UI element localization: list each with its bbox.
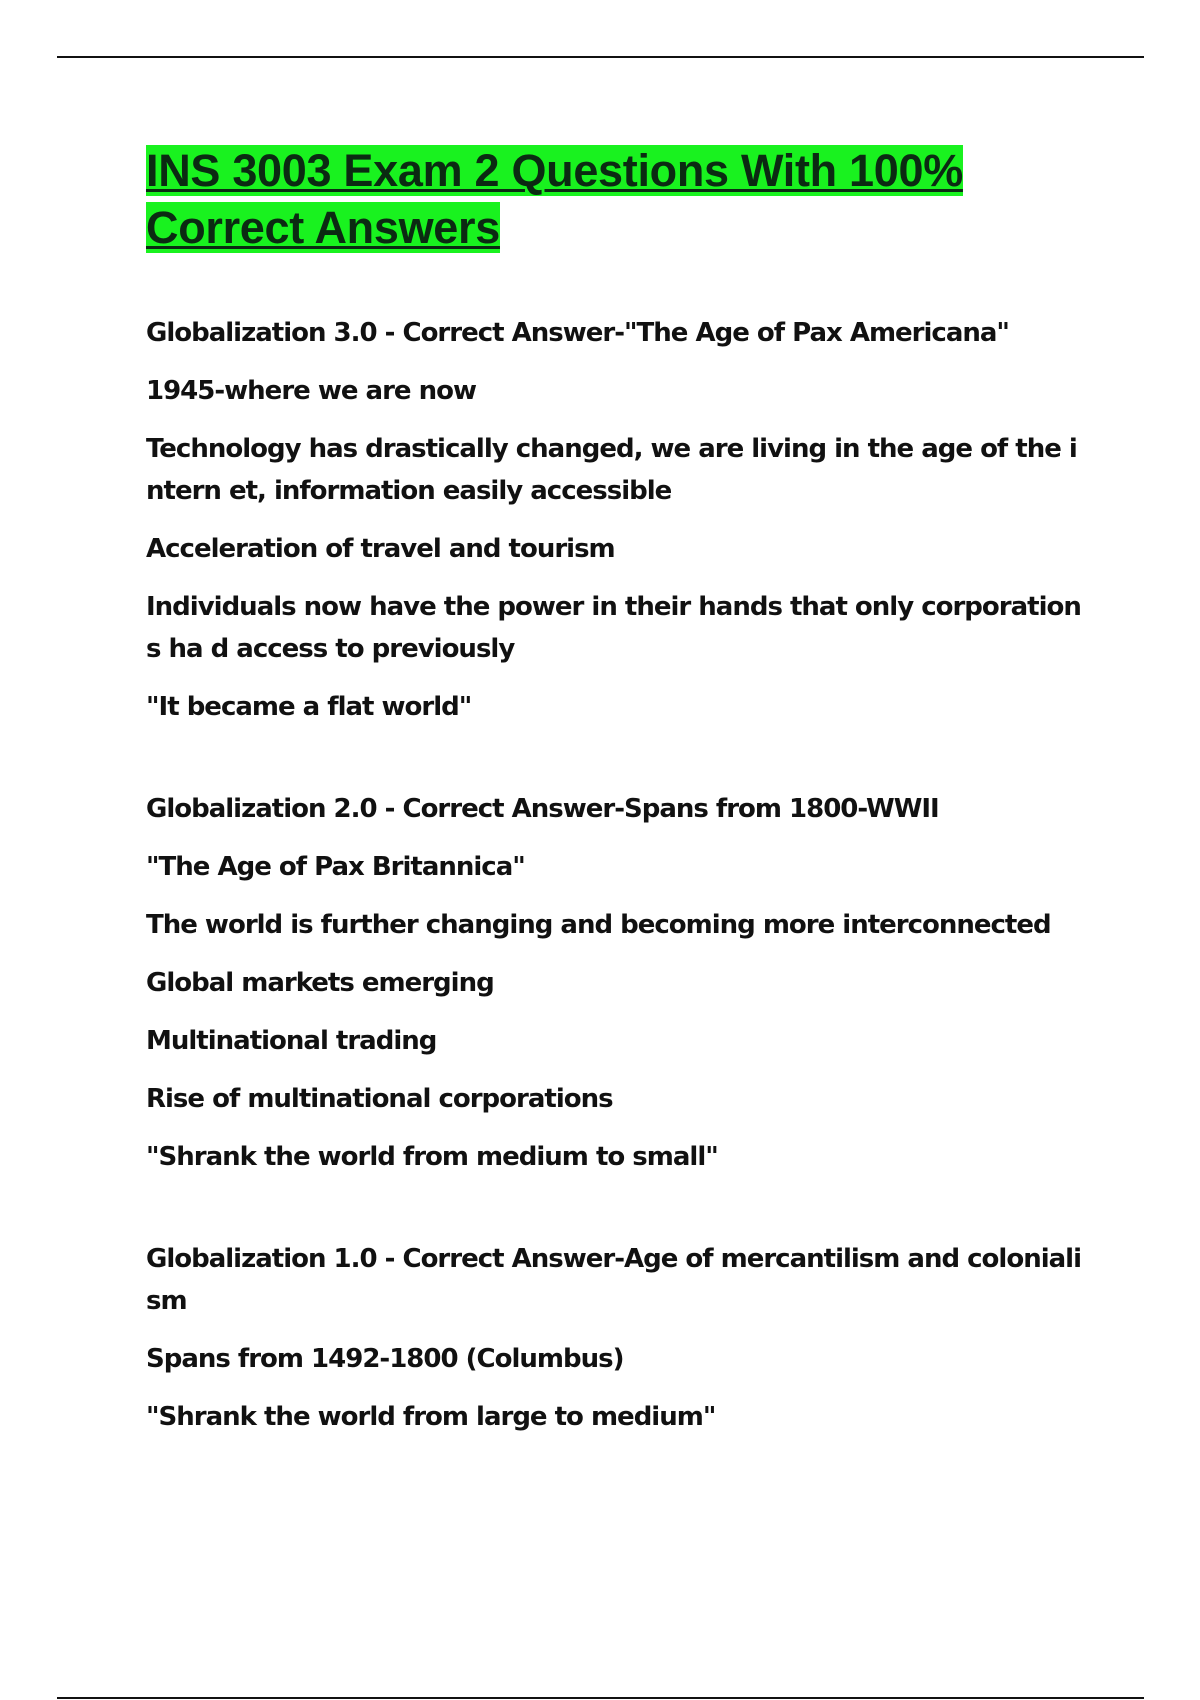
bottom-rule	[57, 1697, 1144, 1699]
title-highlight: INS 3003 Exam 2 Questions With 100% Correct Answers	[146, 145, 963, 253]
answer-line: 1945-where we are now	[146, 376, 476, 406]
answer-line: Rise of multinational corporations	[146, 1084, 613, 1114]
document-title	[146, 142, 1086, 256]
answer-line: "The Age of Pax Britannica"	[146, 852, 525, 882]
answer-line: "Shrank the world from large to medium"	[146, 1402, 716, 1432]
answer-line: Globalization 2.0 - Correct Answer-Spans from 1800-WWII	[146, 794, 939, 824]
answer-line: Individuals now have the power in their hands that only corporations ha d access to previously	[146, 592, 1081, 664]
answer-line: "Shrank the world from medium to small"	[146, 1142, 718, 1172]
answer-line: The world is further changing and becoming more interconnected	[146, 910, 1051, 940]
answer-line: Spans from 1492-1800 (Columbus)	[146, 1344, 624, 1374]
section-globalization-3	[146, 312, 1086, 728]
answer-line: Globalization 3.0 - Correct Answer-"The Age of Pax Americana"	[146, 318, 1009, 348]
answer-line: Acceleration of travel and tourism	[146, 534, 615, 564]
document-body	[146, 142, 1086, 1498]
answer-line: Global markets emerging	[146, 968, 494, 998]
answer-line: Technology has drastically changed, we are living in the age of the intern et, information easily accessible	[146, 434, 1077, 506]
top-rule	[57, 56, 1144, 58]
answer-line: "It became a flat world"	[146, 692, 472, 722]
section-globalization-2	[146, 788, 1086, 1178]
answer-line: Globalization 1.0 - Correct Answer-Age of mercantilism and colonialism	[146, 1244, 1081, 1316]
section-globalization-1	[146, 1238, 1086, 1438]
answer-line: Multinational trading	[146, 1026, 437, 1056]
